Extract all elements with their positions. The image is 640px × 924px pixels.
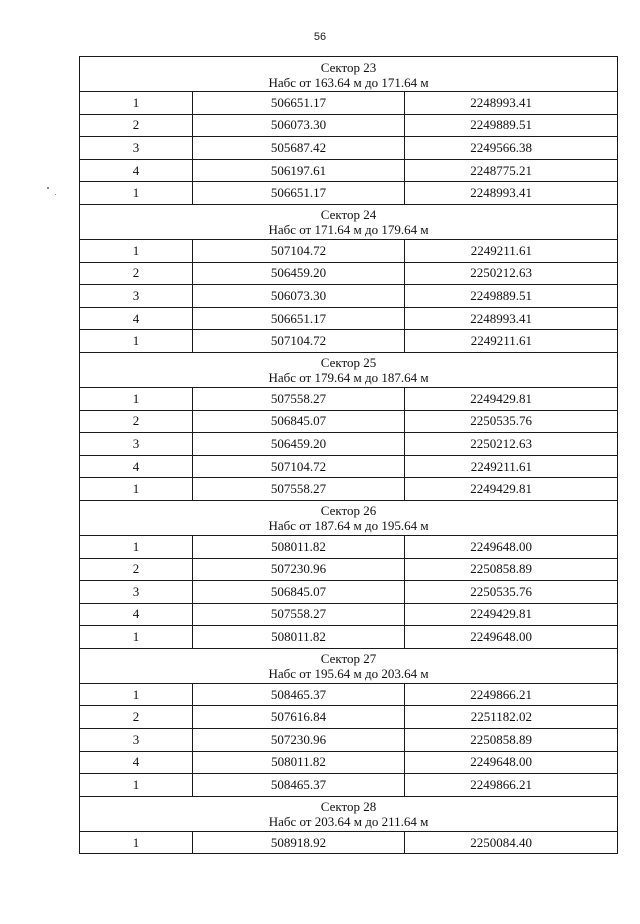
sector-height-range: Набс от 163.64 м до 171.64 м: [268, 74, 429, 90]
sector-title: Сектор 28: [320, 799, 377, 815]
x-coordinate-cell: 506651.17: [193, 182, 405, 205]
point-number-cell: 1: [80, 683, 193, 706]
x-coordinate-cell: 506197.61: [193, 159, 405, 182]
table-row: [80, 706, 618, 729]
y-coordinate-cell: 2249648.00: [405, 626, 618, 649]
table-row: [80, 285, 618, 308]
sector-title: Сектор 27: [320, 651, 377, 667]
x-coordinate-cell: 507616.84: [193, 706, 405, 729]
x-coordinate-cell: 508011.82: [193, 535, 405, 558]
y-coordinate-cell: 2250212.63: [405, 262, 618, 285]
y-coordinate-cell: 2248993.41: [405, 182, 618, 205]
sector-title: Сектор 23: [320, 59, 377, 75]
sector-header-row: [80, 204, 618, 239]
y-coordinate-cell: 2249889.51: [405, 285, 618, 308]
table-row: [80, 114, 618, 137]
sector-header-row: [80, 796, 618, 831]
point-number-cell: 2: [80, 262, 193, 285]
table-row: [80, 535, 618, 558]
sector-header-row: [80, 648, 618, 683]
x-coordinate-cell: 508011.82: [193, 626, 405, 649]
point-number-cell: 3: [80, 581, 193, 604]
x-coordinate-cell: 506845.07: [193, 581, 405, 604]
y-coordinate-cell: 2249211.61: [405, 455, 618, 478]
y-coordinate-cell: 2249648.00: [405, 535, 618, 558]
table-row: [80, 751, 618, 774]
table-row: [80, 239, 618, 262]
point-number-cell: 2: [80, 706, 193, 729]
point-number-cell: 1: [80, 535, 193, 558]
sector-header: [80, 352, 618, 387]
point-number-cell: 3: [80, 137, 193, 160]
x-coordinate-cell: 508918.92: [193, 831, 405, 854]
table-row: [80, 478, 618, 501]
point-number-cell: 1: [80, 239, 193, 262]
table-row: [80, 683, 618, 706]
y-coordinate-cell: 2250084.40: [405, 831, 618, 854]
point-number-cell: 4: [80, 603, 193, 626]
point-number-cell: 1: [80, 330, 193, 353]
table-row: [80, 137, 618, 160]
y-coordinate-cell: 2249866.21: [405, 683, 618, 706]
sector-header-row: [80, 352, 618, 387]
y-coordinate-cell: 2249429.81: [405, 603, 618, 626]
table-row: [80, 92, 618, 115]
x-coordinate-cell: 508465.37: [193, 683, 405, 706]
x-coordinate-cell: 507230.96: [193, 729, 405, 752]
coordinates-table-body: [80, 57, 618, 854]
point-number-cell: 1: [80, 387, 193, 410]
sector-header: [80, 648, 618, 683]
coordinates-table: [79, 56, 618, 854]
point-number-cell: 2: [80, 558, 193, 581]
sector-title: Сектор 26: [320, 503, 377, 519]
point-number-cell: 1: [80, 774, 193, 797]
x-coordinate-cell: 506651.17: [193, 92, 405, 115]
y-coordinate-cell: 2248775.21: [405, 159, 618, 182]
point-number-cell: 1: [80, 626, 193, 649]
x-coordinate-cell: 507104.72: [193, 330, 405, 353]
table-row: [80, 182, 618, 205]
y-coordinate-cell: 2250535.76: [405, 410, 618, 433]
scan-speck: [55, 194, 56, 195]
sector-title: Сектор 25: [320, 355, 377, 371]
point-number-cell: 3: [80, 729, 193, 752]
table-row: [80, 455, 618, 478]
sector-height-range: Набс от 179.64 м до 187.64 м: [268, 370, 429, 386]
page-number: 56: [313, 31, 327, 43]
y-coordinate-cell: 2250535.76: [405, 581, 618, 604]
sector-header: [80, 57, 618, 92]
y-coordinate-cell: 2249889.51: [405, 114, 618, 137]
point-number-cell: 1: [80, 182, 193, 205]
point-number-cell: 1: [80, 831, 193, 854]
point-number-cell: 4: [80, 159, 193, 182]
x-coordinate-cell: 507104.72: [193, 239, 405, 262]
x-coordinate-cell: 508465.37: [193, 774, 405, 797]
y-coordinate-cell: 2249429.81: [405, 387, 618, 410]
x-coordinate-cell: 507558.27: [193, 603, 405, 626]
point-number-cell: 3: [80, 433, 193, 456]
y-coordinate-cell: 2248993.41: [405, 92, 618, 115]
point-number-cell: 4: [80, 751, 193, 774]
table-row: [80, 558, 618, 581]
y-coordinate-cell: 2250212.63: [405, 433, 618, 456]
x-coordinate-cell: 507104.72: [193, 455, 405, 478]
sector-height-range: Набс от 203.64 м до 211.64 м: [268, 814, 429, 830]
x-coordinate-cell: 506073.30: [193, 114, 405, 137]
point-number-cell: 3: [80, 285, 193, 308]
x-coordinate-cell: 506459.20: [193, 262, 405, 285]
y-coordinate-cell: 2249566.38: [405, 137, 618, 160]
x-coordinate-cell: 506073.30: [193, 285, 405, 308]
table-row: [80, 603, 618, 626]
scan-speck: [47, 187, 49, 189]
sector-title: Сектор 24: [320, 207, 377, 223]
sector-header: [80, 500, 618, 535]
x-coordinate-cell: 507558.27: [193, 478, 405, 501]
point-number-cell: 1: [80, 478, 193, 501]
y-coordinate-cell: 2249211.61: [405, 330, 618, 353]
table-row: [80, 433, 618, 456]
table-row: [80, 330, 618, 353]
x-coordinate-cell: 507558.27: [193, 387, 405, 410]
table-row: [80, 159, 618, 182]
table-row: [80, 307, 618, 330]
x-coordinate-cell: 508011.82: [193, 751, 405, 774]
y-coordinate-cell: 2249648.00: [405, 751, 618, 774]
x-coordinate-cell: 506651.17: [193, 307, 405, 330]
y-coordinate-cell: 2248993.41: [405, 307, 618, 330]
point-number-cell: 2: [80, 114, 193, 137]
point-number-cell: 4: [80, 307, 193, 330]
sector-height-range: Набс от 187.64 м до 195.64 м: [268, 518, 429, 534]
sector-height-range: Набс от 171.64 м до 179.64 м: [268, 222, 429, 238]
point-number-cell: 2: [80, 410, 193, 433]
sector-height-range: Набс от 195.64 м до 203.64 м: [268, 666, 429, 682]
table-row: [80, 410, 618, 433]
y-coordinate-cell: 2250858.89: [405, 729, 618, 752]
sector-header-row: [80, 500, 618, 535]
table-row: [80, 387, 618, 410]
point-number-cell: 4: [80, 455, 193, 478]
x-coordinate-cell: 506845.07: [193, 410, 405, 433]
y-coordinate-cell: 2251182.02: [405, 706, 618, 729]
table-row: [80, 581, 618, 604]
table-row: [80, 729, 618, 752]
x-coordinate-cell: 505687.42: [193, 137, 405, 160]
sector-header: [80, 796, 618, 831]
y-coordinate-cell: 2249429.81: [405, 478, 618, 501]
x-coordinate-cell: 507230.96: [193, 558, 405, 581]
table-row: [80, 831, 618, 854]
sector-header: [80, 204, 618, 239]
x-coordinate-cell: 506459.20: [193, 433, 405, 456]
point-number-cell: 1: [80, 92, 193, 115]
sector-header-row: [80, 57, 618, 92]
table-row: [80, 262, 618, 285]
table-row: [80, 626, 618, 649]
table-row: [80, 774, 618, 797]
y-coordinate-cell: 2249211.61: [405, 239, 618, 262]
y-coordinate-cell: 2249866.21: [405, 774, 618, 797]
y-coordinate-cell: 2250858.89: [405, 558, 618, 581]
